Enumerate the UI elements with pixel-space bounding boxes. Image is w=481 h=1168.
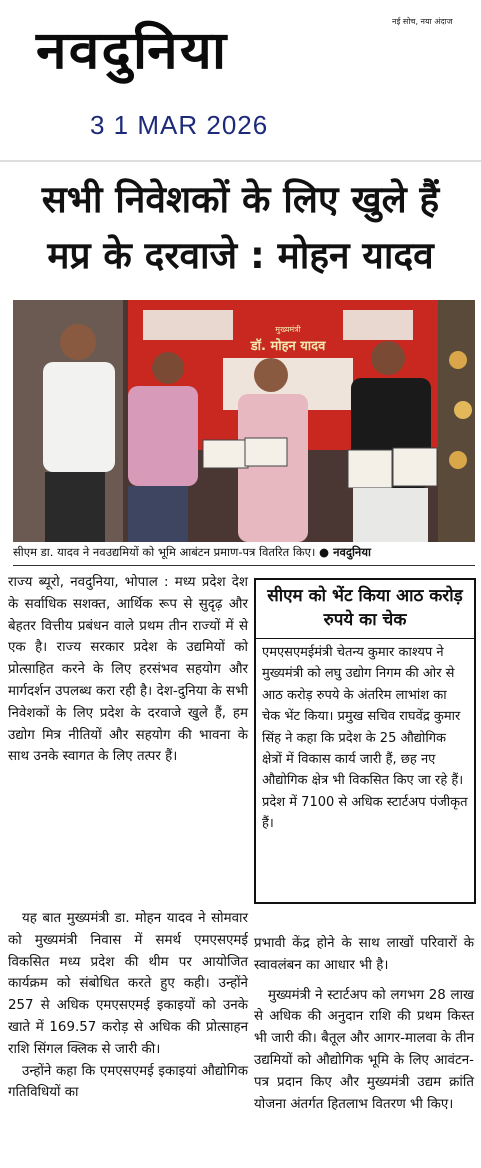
backdrop-title: डॉ. मोहन यादव <box>250 339 326 354</box>
newspaper-masthead: नवदुनिया <box>36 21 229 81</box>
photo-caption <box>13 544 475 560</box>
article-column-1-continued <box>8 908 248 1104</box>
article-paragraph: मुख्यमंत्री ने स्टार्टअप को लगभग 28 लाख से अधिक की अनुदान राशि की प्रथम किस्त भी जारी की। बैतूल और आगर-मालवा के तीन उद्यमियों को औद्योगिक भूमि के लिए आवंटन-पत्र प्रदान किए और मुख्यमंत्री उद्यम क्रांति योजना अंतर्गत हितलाभ वितरण भी किए। <box>254 987 474 1112</box>
caption-text: सीएम डा. यादव ने नवउद्यमियों को भूमि आबंटन प्रमाण-पत्र वितरित किए। <box>13 545 316 559</box>
news-photo <box>13 300 475 542</box>
backdrop-subtitle: मुख्यमंत्री <box>275 325 301 334</box>
box-headline: सीएम को भेंट किया आठ करोड़ रुपये का चेक <box>267 586 463 630</box>
article-paragraph: उन्होंने कहा कि एमएसएमई इकाइयां औद्योगिक गतिविधियों का <box>8 1063 248 1101</box>
box-text: एमएसएमईमंत्री चेतन्य कुमार काश्यप ने मुख्यमंत्री को लघु उद्योग निगम की ओर से आठ करोड़ रुपये के अंतरिम लाभांश का चेक भेंट किया। प्रमुख सचिव राघवेंद्र कुमार सिंह ने कहा कि प्रदेश के 25 औद्योगिक क्षेत्रों में विकास कार्य जारी हैं, छह नए औद्योगिक क्षेत्र भी विकसित किए जा रहे हैं। प्रदेश में 7100 से अधिक स्टार्टअप पंजीकृत हैं। <box>262 645 468 832</box>
sidebar-box <box>254 578 476 904</box>
date-stamp: 3 1 MAR 2026 <box>90 110 269 140</box>
headline-line-2: मप्र के दरवाजे : मोहन यादव <box>47 234 434 277</box>
photo-credit: ● नवदुनिया <box>319 545 371 559</box>
article-paragraph: प्रभावी केंद्र होने के साथ लाखों परिवारों के स्वावलंबन का आधार भी है। <box>254 936 474 973</box>
article-paragraph: यह बात मुख्यमंत्री डा. मोहन यादव ने सोमवार को मुख्यमंत्री निवास में समर्थ एमएसएमई विकसित मध्य प्रदेश की थीम पर आयोजित कार्यक्रम को संबोधित करते हुए कही। उन्होंने 257 से अधिक एमएसएमई इकाइयों को उनके खाते में 169.57 करोड़ से अधिक की प्रोत्साहन राशि सिंगल क्लिक से जारी की। <box>8 911 248 1057</box>
caption-divider <box>13 565 475 566</box>
article-column-2 <box>254 933 474 1115</box>
clipping-edge <box>0 160 481 162</box>
masthead-tagline: नई सोच, नया अंदाज <box>392 17 453 26</box>
article-paragraph: राज्य ब्यूरो, नवदुनिया, भोपाल : मध्य प्रदेश देश के सर्वाधिक सशक्त, आर्थिक रूप से सुदृढ़ और बेहतर वित्तीय प्रबंधन वाले प्रथम तीन राज्यों में से एक है। राज्य सरकार प्रदेश के उद्यमियों को प्रोत्साहित करने के लिए हरसंभव सहयोग और मार्गदर्शन उपलब्ध करा रही है। देश-दुनिया के सभी निवेशकों के लिए प्रदेश के दरवाजे खुले हैं, हम उद्योग मित्र नीतियों और सहयोग की भावना के साथ उनके स्वागत के लिए तत्पर हैं। <box>8 575 248 765</box>
event-photo-illustration <box>13 300 475 542</box>
article-column-1 <box>8 572 248 768</box>
headline-line-1: सभी निवेशकों के लिए खुले हैं <box>41 178 440 221</box>
box-divider <box>256 638 474 639</box>
